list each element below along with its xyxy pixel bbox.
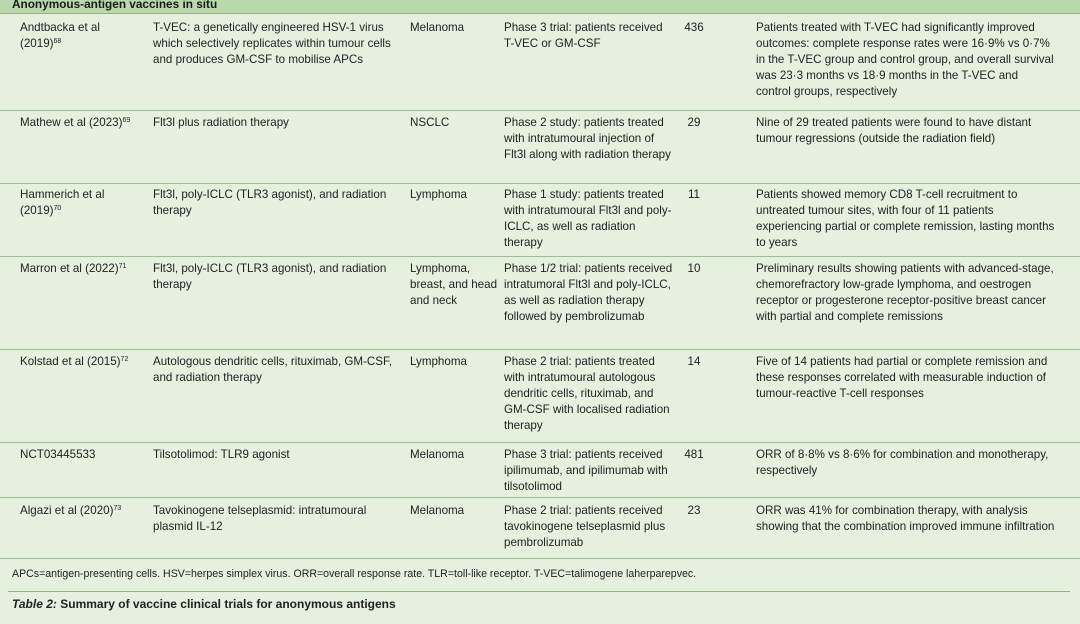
table-row xyxy=(0,14,1080,111)
vaccine-cell: Flt3l plus radiation therapy xyxy=(153,116,289,129)
patients-cell: 436 xyxy=(684,21,704,34)
patients-cell: 14 xyxy=(687,355,701,368)
cancer-cell: Melanoma xyxy=(410,448,465,461)
vaccine-cell: Flt3l, poly-ICLC (TLR3 agonist), and radiation therapy xyxy=(153,188,387,217)
cancer-cell: NSCLC xyxy=(410,116,450,129)
outcome-cell: Patients showed memory CD8 T-cell recruitment to untreated tumour sites, with four of 11 patients experiencing partial or complete remission, lasting months to years xyxy=(756,188,1055,249)
design-cell: Phase 3 trial: patients received T-VEC or GM-CSF xyxy=(504,21,663,50)
table-row xyxy=(0,256,1080,350)
design-cell: Phase 1 study: patients treated with intratumoural Flt3l and poly-ICLC, as well as radiation therapy xyxy=(504,188,672,249)
design-cell: Phase 1/2 trial: patients received intratumoral Flt3l and poly-ICLC, as well as radiation therapy followed by pembrolizumab xyxy=(504,262,673,323)
table-footnote: APCs=antigen-presenting cells. HSV=herpes simplex virus. ORR=overall response rate. TLR=toll-like receptor. T-VEC=talimogene laherparepvec. xyxy=(12,568,697,580)
patients-cell: 481 xyxy=(684,448,704,461)
outcome-cell: Patients treated with T-VEC had significantly improved outcomes: complete response rates were 16·9% vs 0·7% in the T-VEC group and control group, and overall survival was 23·3 months vs 18·9 months in the T-VEC and control groups, respectively xyxy=(756,21,1054,98)
cancer-cell: Lymphoma, breast, and head and neck xyxy=(410,262,498,307)
cancer-cell: Melanoma xyxy=(410,504,465,517)
patients-cell: 23 xyxy=(687,504,701,517)
design-cell: Phase 2 trial: patients received tavokinogene telseplasmid plus pembrolizumab xyxy=(504,504,666,549)
outcome-cell: Five of 14 patients had partial or complete remission and these responses correlated with measurable induction of tumour-reactive T-cell responses xyxy=(756,355,1048,400)
study-cell: Marron et al $(2022)^{71}$ xyxy=(20,262,127,275)
caption-text: Summary of vaccine clinical trials for anonymous antigens xyxy=(60,597,396,611)
design-cell: Phase 2 trial: patients treated with intratumoural autologous dendritic cells, rituximab, and GM-CSF with localised radiation therapy xyxy=(504,355,670,432)
table-caption xyxy=(12,597,396,611)
vaccine-cell: T-VEC: a genetically engineered HSV-1 virus which selectively replicates within tumour cells and produces GM-CSF to mobilise APCs xyxy=(153,21,391,66)
table-row xyxy=(0,349,1080,443)
study-cell: Hammerich et al $(2019)^{70}$ xyxy=(20,188,105,217)
outcome-cell: ORR of 8·8% vs 8·6% for combination and monotherapy, respectively xyxy=(756,448,1049,477)
patients-cell: 10 xyxy=(687,262,701,275)
section-header xyxy=(0,0,1080,14)
outcome-cell: Nine of 29 treated patients were found to have distant tumour regressions (outside the radiation field) xyxy=(756,116,1032,145)
caption-divider xyxy=(8,591,1070,592)
vaccine-cell: Tilsotolimod: TLR9 agonist xyxy=(153,448,290,461)
study-cell: Kolstad et al $(2015)^{72}$ xyxy=(20,355,129,368)
design-cell: Phase 2 study: patients treated with intratumoural injection of Flt3l along with radiation therapy xyxy=(504,116,671,161)
vaccine-cell: Flt3l, poly-ICLC (TLR3 agonist), and radiation therapy xyxy=(153,262,387,291)
patients-cell: 11 xyxy=(687,188,701,201)
table-row xyxy=(0,110,1080,184)
outcome-cell: ORR was 41% for combination therapy, with analysis showing that the combination improved immune infiltration xyxy=(756,504,1055,533)
caption-label: Table 2: xyxy=(12,597,57,611)
vaccine-cell: Tavokinogene telseplasmid: intratumoural plasmid IL-12 xyxy=(153,504,367,533)
table-row xyxy=(0,442,1080,498)
cancer-cell: Lymphoma xyxy=(410,188,467,201)
section-title: Anonymous-antigen vaccines in situ xyxy=(12,0,218,11)
study-cell: Algazi et al $(2020)^{73}$ xyxy=(20,504,122,517)
table-row xyxy=(0,183,1080,257)
design-cell: Phase 3 trial: patients received ipilimumab, and ipilimumab with tilsotolimod xyxy=(504,448,668,493)
study-cell: Andtbacka et al $(2019)^{68}$ xyxy=(20,21,100,50)
cancer-cell: Melanoma xyxy=(410,21,465,34)
study-cell: NCT03445533 xyxy=(20,448,96,461)
study-cell: Mathew et al $(2023)^{69}$ xyxy=(20,116,131,129)
vaccine-cell: Autologous dendritic cells, rituximab, GM-CSF, and radiation therapy xyxy=(153,355,393,384)
table-row xyxy=(0,497,1080,559)
cancer-cell: Lymphoma xyxy=(410,355,467,368)
patients-cell: 29 xyxy=(687,116,701,129)
outcome-cell: Preliminary results showing patients with advanced-stage, chemorefractory low-grade lymphoma, and oestrogen receptor or progesterone receptor-positive breast cancer with partial and complete remissions xyxy=(756,262,1054,323)
